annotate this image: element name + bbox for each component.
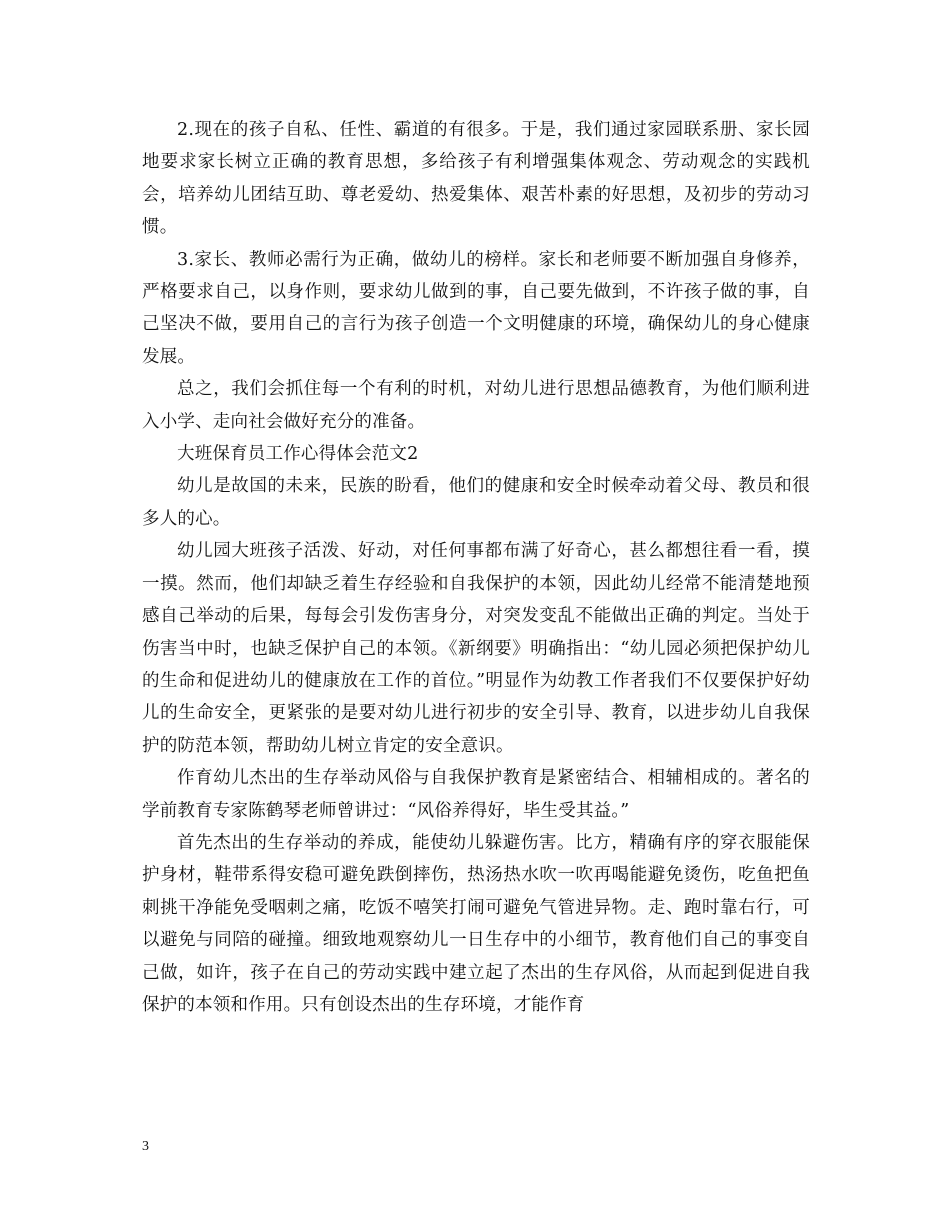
paragraph-safety-guidance: 幼儿园大班孩子活泼、好动，对任何事都布满了好奇心，甚么都想往看一看，摸一摸。然而，他们却缺乏着生存经验和自我保护的本领，因此幼儿经常不能清楚地预感自己举动的后果，每每会引发伤害身分，对突发变乱不能做出正确的判定。当处于伤害当中时，也缺乏保护自己的本领。《新纲要》明确指出：“幼儿园必须把保护幼儿的生命和促进幼儿的健康放在工作的首位。”明显作为幼教工作者我们不仅要保护好幼儿的生命安全，更紧张的是要对幼儿进行初步的安全引导、教育，以进步幼儿自我保护的防范本领，帮助幼儿树立肯定的安全意识。 xyxy=(142,541,810,756)
paragraph-summary: 总之，我们会抓住每一个有利的时机，对幼儿进行思想品德教育，为他们顺利进入小学、走向社会做好充分的准备。 xyxy=(142,379,810,432)
paragraph-children-future: 幼儿是故国的未来，民族的盼看，他们的健康和安全时候牵动着父母、教员和很多人的心。 xyxy=(142,476,810,529)
paragraph-habits-education: 作育幼儿杰出的生存举动风俗与自我保护教育是紧密结合、相辅相成的。著名的学前教育专家陈鹤琴老师曾讲过：“风俗养得好，毕生受其益。” xyxy=(142,768,810,821)
paragraph-daily-habits: 首先杰出的生存举动的养成，能使幼儿躲避伤害。比方，精确有序的穿衣服能保护身材，鞋带系得安稳可避免跌倒摔伤，热汤热水吹一吹再喝能避免烫伤，吃鱼把鱼刺挑干净能免受咽刺之痛，吃饭不嘻笑打闹可避免气管进异物。走、跑时靠右行，可以避免与同陪的碰撞。细致地观察幼儿一日生存中的小细节，教育他们自己的事变自己做，如许，孩子在自己的劳动实践中建立起了杰出的生存风俗，从而起到促进自我保护的本领和作用。只有创设杰出的生存环境，才能作育 xyxy=(142,832,810,1015)
section-heading: 大班保育员工作心得体会范文2 xyxy=(177,444,419,465)
page-number: 3 xyxy=(142,1139,149,1154)
document-body xyxy=(142,114,810,1021)
paragraph-family-contact: 2.现在的孩子自私、任性、霸道的有很多。于是，我们通过家园联系册、家长园地要求家长树立正确的教育思想，多给孩子有利增强集体观念、劳动观念的实践机会，培养幼儿团结互助、尊老爱幼、热爱集体、艰苦朴素的好思想，及初步的劳动习惯。 xyxy=(142,120,810,238)
paragraph-role-model: 3.家长、教师必需行为正确，做幼儿的榜样。家长和老师要不断加强自身修养，严格要求自己，以身作则，要求幼儿做到的事，自己要先做到，不许孩子做的事，自己坚决不做，要用自己的言行为孩子创造一个文明健康的环境，确保幼儿的身心健康发展。 xyxy=(142,249,810,367)
